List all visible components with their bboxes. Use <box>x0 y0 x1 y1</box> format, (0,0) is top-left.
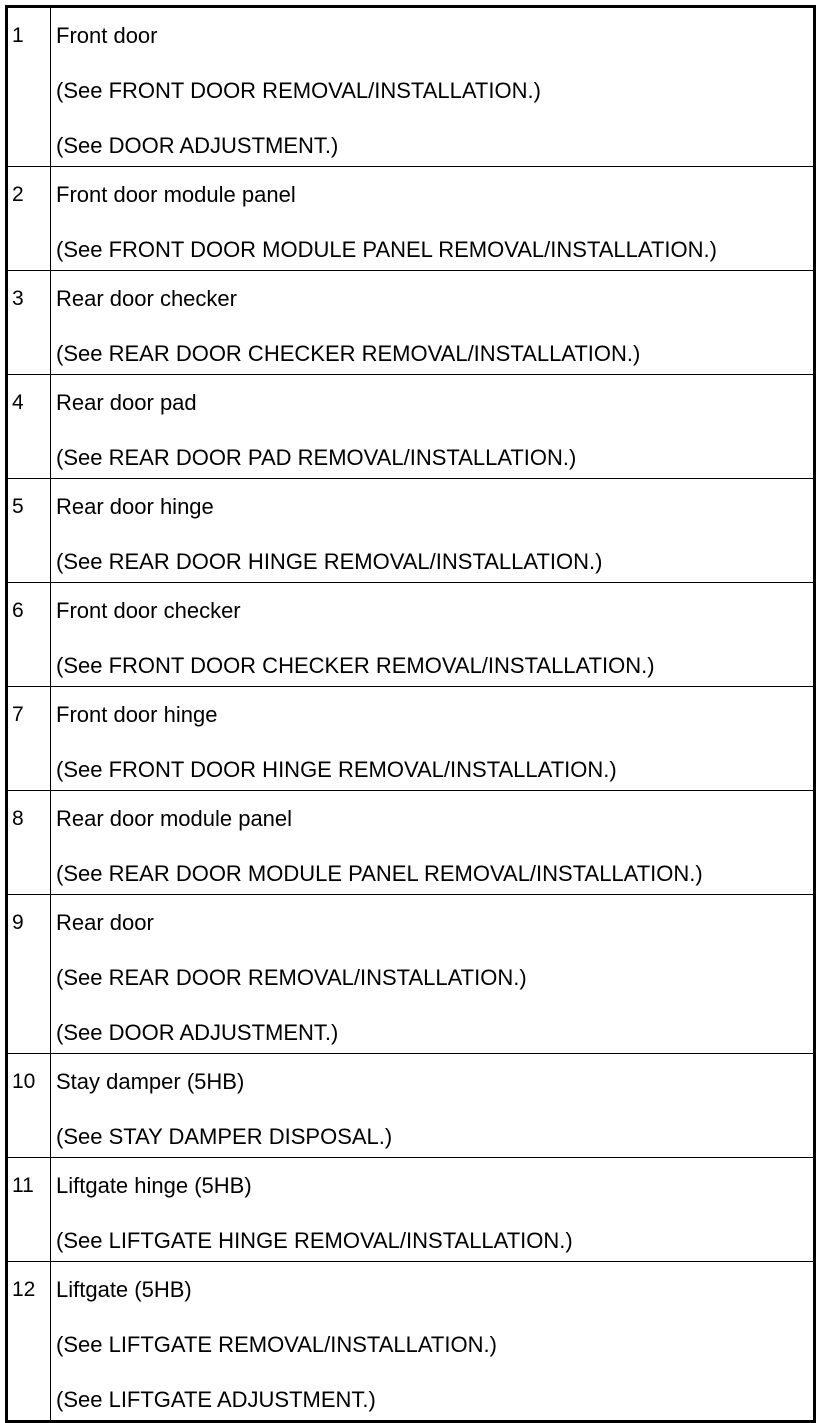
item-description <box>51 167 815 271</box>
reference-link[interactable]: (See STAY DAMPER DISPOSAL.) <box>56 1124 393 1149</box>
part-name: Front door checker <box>56 598 241 623</box>
table-row <box>7 375 815 479</box>
item-number: 1 <box>7 7 51 167</box>
item-number: 4 <box>7 375 51 479</box>
item-description <box>51 479 815 583</box>
reference-link[interactable]: (See LIFTGATE HINGE REMOVAL/INSTALLATION.) <box>56 1228 573 1253</box>
part-name: Liftgate hinge (5HB) <box>56 1173 252 1198</box>
part-name: Rear door checker <box>56 286 237 311</box>
item-description <box>51 7 815 167</box>
reference-link[interactable]: (See REAR DOOR PAD REMOVAL/INSTALLATION.) <box>56 445 577 470</box>
part-name: Stay damper (5HB) <box>56 1069 245 1094</box>
part-name: Rear door module panel <box>56 806 293 831</box>
part-name: Liftgate (5HB) <box>56 1277 192 1302</box>
reference-link[interactable]: (See FRONT DOOR REMOVAL/INSTALLATION.) <box>56 78 541 103</box>
table-row <box>7 895 815 1054</box>
item-number: 6 <box>7 583 51 687</box>
reference-link[interactable]: (See LIFTGATE ADJUSTMENT.) <box>56 1387 376 1412</box>
reference-link[interactable]: (See REAR DOOR MODULE PANEL REMOVAL/INSTALLATION.) <box>56 861 703 886</box>
table-row <box>7 7 815 167</box>
item-number: 8 <box>7 791 51 895</box>
item-number: 3 <box>7 271 51 375</box>
table-row <box>7 1054 815 1158</box>
reference-link[interactable]: (See REAR DOOR CHECKER REMOVAL/INSTALLATION.) <box>56 341 641 366</box>
item-number: 7 <box>7 687 51 791</box>
item-description <box>51 1262 815 1422</box>
reference-link[interactable]: (See DOOR ADJUSTMENT.) <box>56 133 339 158</box>
part-name: Front door <box>56 23 158 48</box>
item-description <box>51 375 815 479</box>
parts-table <box>5 5 816 1423</box>
table-row <box>7 791 815 895</box>
item-description <box>51 271 815 375</box>
table-row <box>7 1262 815 1422</box>
item-description <box>51 1054 815 1158</box>
item-description <box>51 791 815 895</box>
table-row <box>7 271 815 375</box>
part-name: Rear door pad <box>56 390 197 415</box>
part-name: Rear door <box>56 910 154 935</box>
item-number: 9 <box>7 895 51 1054</box>
part-name: Front door module panel <box>56 182 296 207</box>
item-description <box>51 895 815 1054</box>
table-row <box>7 583 815 687</box>
reference-link[interactable]: (See LIFTGATE REMOVAL/INSTALLATION.) <box>56 1332 497 1357</box>
reference-link[interactable]: (See FRONT DOOR CHECKER REMOVAL/INSTALLATION.) <box>56 653 655 678</box>
item-description <box>51 687 815 791</box>
item-description <box>51 583 815 687</box>
part-name: Rear door hinge <box>56 494 214 519</box>
table-row <box>7 1158 815 1262</box>
item-description <box>51 1158 815 1262</box>
table-row <box>7 479 815 583</box>
table-row <box>7 167 815 271</box>
part-name: Front door hinge <box>56 702 218 727</box>
item-number: 12 <box>7 1262 51 1422</box>
reference-link[interactable]: (See FRONT DOOR HINGE REMOVAL/INSTALLATION.) <box>56 757 617 782</box>
item-number: 10 <box>7 1054 51 1158</box>
reference-link[interactable]: (See FRONT DOOR MODULE PANEL REMOVAL/INSTALLATION.) <box>56 237 717 262</box>
item-number: 5 <box>7 479 51 583</box>
item-number: 2 <box>7 167 51 271</box>
reference-link[interactable]: (See REAR DOOR HINGE REMOVAL/INSTALLATION.) <box>56 549 603 574</box>
reference-link[interactable]: (See DOOR ADJUSTMENT.) <box>56 1020 339 1045</box>
item-number: 11 <box>7 1158 51 1262</box>
reference-link[interactable]: (See REAR DOOR REMOVAL/INSTALLATION.) <box>56 965 527 990</box>
table-row <box>7 687 815 791</box>
